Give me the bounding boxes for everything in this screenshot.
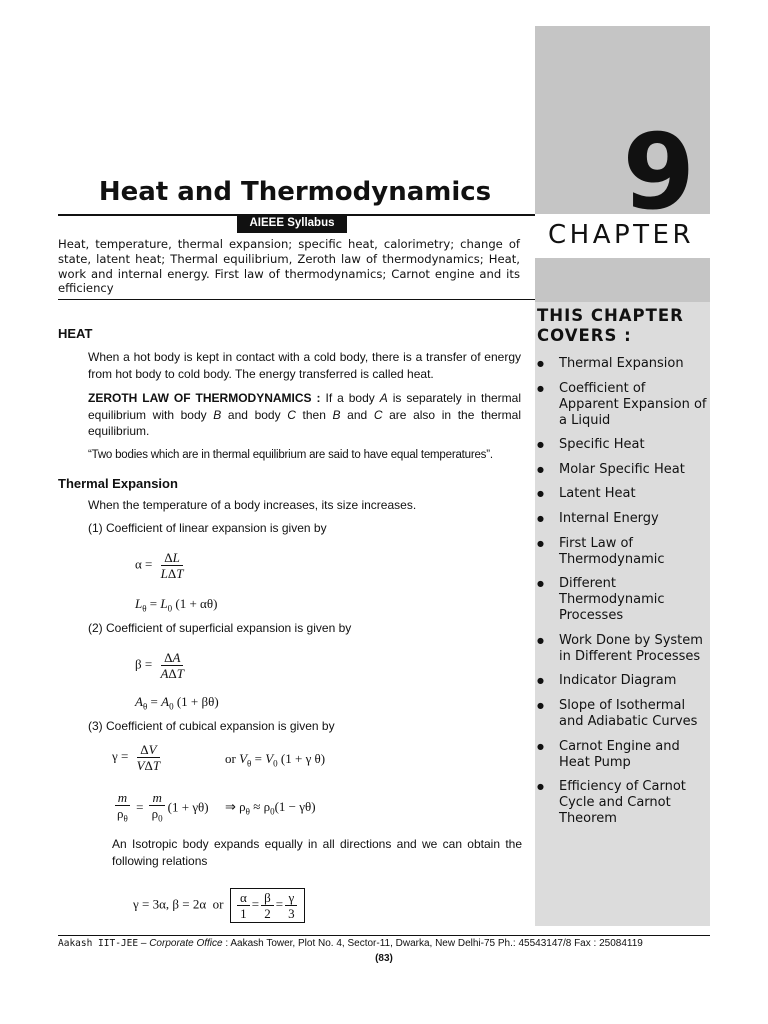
zeroth-law-label: ZEROTH LAW OF THERMODYNAMICS : — [88, 391, 321, 405]
linear-length-formula: $L_\theta = L_0$ (1 + αθ) — [135, 596, 218, 614]
covers-item: ● Molar Specific Heat — [537, 462, 709, 478]
footer-rule — [58, 935, 710, 936]
zeroth-text: then — [295, 407, 333, 422]
page-title: Heat and Thermodynamics — [98, 177, 492, 207]
covers-item: ● Latent Heat — [537, 486, 709, 502]
heat-paragraph: When a hot body is kept in contact with a cold body, there is a transfer of energy from hot body to cold body. The energy transferred is called heat. — [88, 350, 521, 381]
linear-expansion-item: (1) Coefficient of linear expansion is given by — [88, 521, 327, 535]
superficial-area-formula: $A_\theta = A_0$ (1 + βθ) — [135, 694, 219, 712]
zeroth-var: C — [373, 407, 383, 422]
covers-item: ● Specific Heat — [537, 437, 709, 453]
heat-heading: HEAT — [58, 326, 93, 341]
covers-item: ● Internal Energy — [537, 511, 709, 527]
zeroth-text: and — [340, 407, 374, 422]
thermal-intro: When the temperature of a body increases, its size increases. — [88, 498, 417, 512]
zeroth-text: If a body — [320, 391, 380, 405]
covers-item: ● Thermal Expansion — [537, 356, 709, 372]
zeroth-text: and body — [221, 407, 288, 422]
superficial-coefficient-formula: β = $\frac{\Delta A}{\text{AΔT}}$ — [135, 650, 185, 681]
covers-item: ● Work Done by System in Different Processes — [537, 633, 709, 665]
isotropic-relations-formula: γ = 3α, β = 2α or $\frac{\alpha}{1}$ = $\frac{\beta}{2}$ = $\frac{\gamma}{3}$ — [133, 888, 305, 923]
linear-coefficient-formula: α = $\frac{\Delta L}{\text{LΔT}}$ — [135, 550, 184, 581]
zeroth-text: is separately in thermal equilibrium with body — [88, 391, 522, 422]
footer-office-label: Corporate Office — [149, 938, 223, 949]
cubical-expansion-item: (3) Coefficient of cubical expansion is given by — [88, 719, 335, 733]
page-number: (83) — [375, 953, 393, 964]
density-approx-formula: ⇒ $\rho_\theta \approx \rho_0(1 - \gamma\theta)$ — [225, 799, 316, 817]
cubical-coefficient-formula: γ = $\frac{\Delta V}{\text{VΔT}}$ — [112, 742, 161, 773]
syllabus-rule — [58, 299, 535, 300]
covers-item: ● Different Thermodynamic Processes — [537, 576, 709, 624]
superficial-expansion-item: (2) Coefficient of superficial expansion is given by — [88, 621, 352, 635]
covers-item: ● First Law of Thermodynamic — [537, 536, 709, 568]
covers-list — [537, 356, 709, 836]
zeroth-law-paragraph — [88, 390, 521, 440]
cubical-volume-formula: or $V_\theta = V_0$ (1 + γ θ) — [225, 751, 326, 769]
thermal-expansion-heading: Thermal Expansion — [58, 476, 178, 491]
density-relation-formula: $\frac{m}{\rho_\theta}$ = $\frac{m}{\rho_0}$ (1 + γθ) — [112, 790, 209, 827]
isotropic-paragraph: An Isotropic body expands equally in all directions and we can obtain the following relations — [112, 837, 522, 868]
footer — [58, 938, 718, 949]
covers-item: ● Carnot Engine and Heat Pump — [537, 739, 709, 771]
zeroth-var: B — [213, 407, 222, 422]
zeroth-var: B — [332, 407, 341, 422]
syllabus-badge: AIEEE Syllabus — [237, 214, 347, 233]
equilibrium-quote: “Two bodies which are in thermal equilibrium are said to have equal temperatures”. — [88, 449, 493, 461]
footer-dash: – — [138, 938, 150, 949]
covers-title-line1: THIS CHAPTER — [537, 306, 684, 325]
zeroth-var: C — [287, 407, 296, 422]
zeroth-var: A — [379, 391, 388, 405]
zeroth-text: are also in the thermal equilibrium. — [88, 407, 522, 438]
covers-item: ● Coefficient of Apparent Expansion of a Liquid — [537, 381, 709, 429]
chapter-label: CHAPTER — [548, 220, 695, 250]
covers-item: ● Slope of Isothermal and Adiabatic Curves — [537, 698, 709, 730]
chapter-number: 9 — [622, 111, 695, 233]
syllabus-text: Heat, temperature, thermal expansion; specific heat, calorimetry; change of state, latent heat; Thermal equilibrium, Zeroth law of thermodynamics; Heat, work and internal energy. First law of thermodynamics; Carnot engine and its efficiency — [58, 237, 520, 296]
covers-item: ● Indicator Diagram — [537, 673, 709, 689]
covers-title-line2: COVERS : — [537, 326, 632, 345]
covers-title — [537, 306, 684, 346]
covers-item: ● Efficiency of Carnot Cycle and Carnot Theorem — [537, 779, 709, 827]
footer-brand: Aakash IIT-JEE — [58, 938, 139, 949]
footer-address: : Aakash Tower, Plot No. 4, Sector-11, Dwarka, New Delhi-75 Ph.: 45543147/8 Fax : 25084119 — [222, 938, 643, 949]
